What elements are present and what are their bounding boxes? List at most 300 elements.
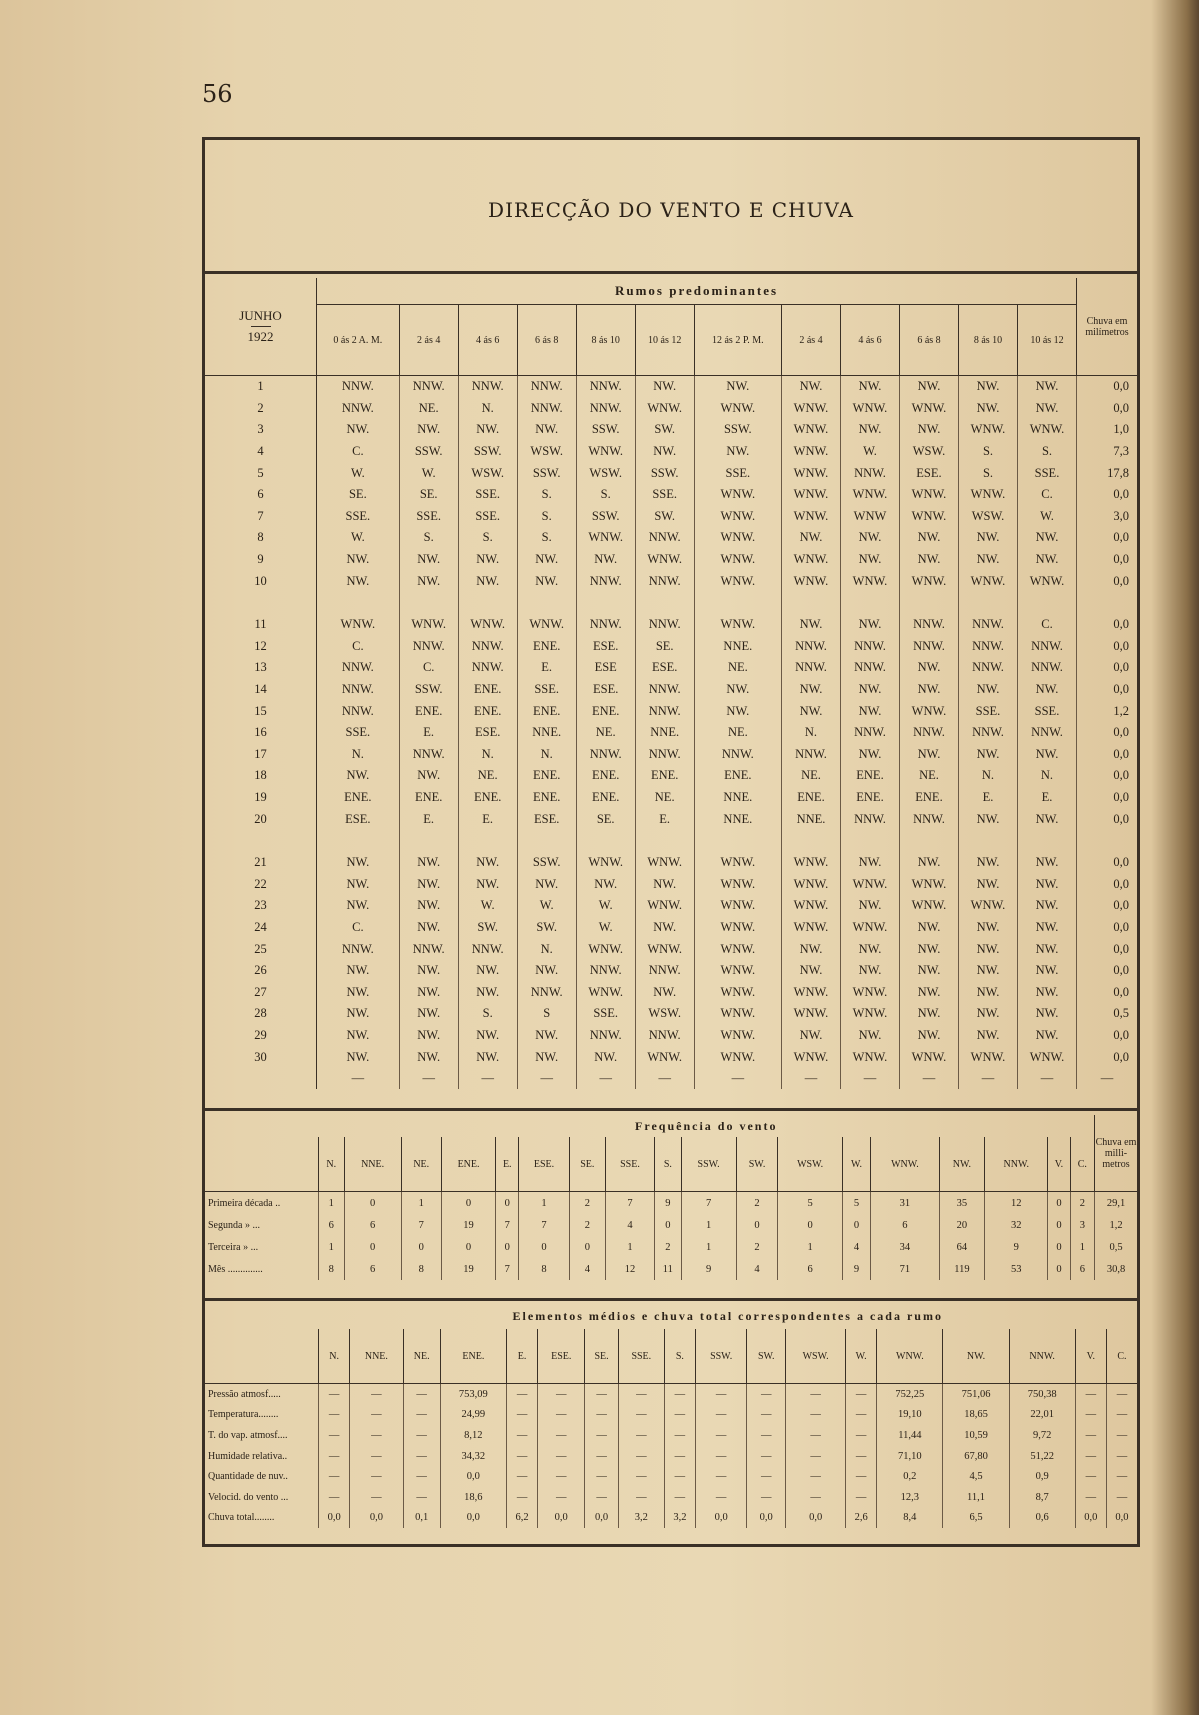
wind-cell: WNW. — [576, 981, 635, 1003]
wind-cell: NW. — [1017, 549, 1076, 571]
table-row — [205, 657, 1137, 679]
column-header: E. — [506, 1329, 537, 1384]
wind-cell: SE. — [399, 484, 458, 506]
wind-cell: NNW. — [317, 700, 400, 722]
wind-cell: NW. — [458, 549, 517, 571]
column-header: 2 ás 4 — [399, 305, 458, 376]
spacer-cell — [635, 830, 694, 852]
element-cell: — — [506, 1384, 537, 1405]
wind-cell: NNW. — [635, 570, 694, 592]
wind-cell: WNW. — [517, 614, 576, 636]
wind-cell: NW. — [840, 419, 899, 441]
wind-cell: SSW. — [399, 441, 458, 463]
wind-cell: WNW. — [317, 614, 400, 636]
wind-cell: WNW. — [694, 960, 781, 982]
element-cell: — — [350, 1384, 403, 1405]
element-cell: 18,6 — [440, 1487, 506, 1508]
column-header: 0 ás 2 A. M. — [317, 305, 400, 376]
frequency-cell: 1 — [681, 1214, 736, 1236]
wind-cell: S. — [576, 484, 635, 506]
element-cell: 752,25 — [877, 1384, 943, 1405]
element-cell: — — [506, 1425, 537, 1446]
wind-cell: WNW. — [781, 549, 840, 571]
wind-cell: NW. — [1017, 808, 1076, 830]
element-cell: — — [696, 1487, 747, 1508]
wind-cell: ENE. — [458, 787, 517, 809]
column-header: 8 ás 10 — [958, 305, 1017, 376]
rain-cell: 0,0 — [1077, 873, 1138, 895]
wind-cell: NW. — [958, 981, 1017, 1003]
wind-cell: S. — [458, 1003, 517, 1025]
dash-cell: — — [694, 1068, 781, 1090]
wind-cell: N. — [958, 765, 1017, 787]
wind-cell: WNW. — [781, 506, 840, 528]
day-cell: 24 — [205, 917, 317, 939]
rain-cell: 30,8 — [1095, 1258, 1138, 1280]
wind-cell: NNW. — [899, 808, 958, 830]
table-row — [205, 1214, 1137, 1236]
frequency-cell: 0 — [569, 1236, 605, 1258]
wind-cell: NE. — [399, 398, 458, 420]
element-cell: — — [538, 1466, 585, 1487]
element-cell: 18,65 — [943, 1405, 1009, 1426]
wind-cell: NW. — [1017, 981, 1076, 1003]
spacer-cell — [205, 592, 317, 614]
column-header: NNW. — [1009, 1329, 1075, 1384]
rain-cell: 0,0 — [1077, 614, 1138, 636]
wind-cell: NW. — [517, 419, 576, 441]
wind-cell: WNW. — [694, 1046, 781, 1068]
rain-cell: 29,1 — [1095, 1192, 1138, 1215]
day-cell: 16 — [205, 722, 317, 744]
element-cell: — — [1075, 1384, 1106, 1405]
wind-cell: NW. — [317, 1003, 400, 1025]
table-row — [205, 570, 1137, 592]
table-row — [205, 1446, 1137, 1467]
wind-cell: NNW. — [635, 960, 694, 982]
wind-cell: NW. — [1017, 527, 1076, 549]
spacer-cell — [958, 830, 1017, 852]
wind-cell: C. — [317, 636, 400, 658]
wind-cell: NW. — [1017, 1025, 1076, 1047]
element-cell: 0,0 — [350, 1508, 403, 1529]
wind-cell: WSW. — [517, 441, 576, 463]
wind-cell: W. — [317, 527, 400, 549]
wind-cell: NNW. — [694, 744, 781, 766]
wind-cell: NNW. — [576, 570, 635, 592]
wind-cell: SW. — [517, 917, 576, 939]
spacer-row — [205, 830, 1137, 852]
wind-cell: ENE. — [576, 700, 635, 722]
wind-cell: ENE. — [517, 765, 576, 787]
table-row — [205, 419, 1137, 441]
element-cell: — — [585, 1384, 619, 1405]
frequency-cell: 12 — [605, 1258, 654, 1280]
wind-cell: NW. — [958, 873, 1017, 895]
table-row — [205, 1258, 1137, 1280]
column-header: ENE. — [441, 1137, 496, 1192]
wind-cell: NW. — [1017, 744, 1076, 766]
wind-cell: NNW. — [317, 398, 400, 420]
wind-cell: NNE. — [694, 636, 781, 658]
wind-cell: NNW. — [635, 679, 694, 701]
element-cell: — — [506, 1405, 537, 1426]
wind-cell: S. — [517, 527, 576, 549]
wind-cell: NNW. — [517, 398, 576, 420]
month-header — [205, 278, 317, 376]
wind-cell: NW. — [635, 873, 694, 895]
spacer-cell — [317, 592, 400, 614]
wind-cell: NW. — [899, 744, 958, 766]
element-cell: — — [1075, 1425, 1106, 1446]
wind-cell: WNW. — [840, 1046, 899, 1068]
table-row — [205, 1508, 1137, 1529]
wind-cell: NW. — [399, 419, 458, 441]
element-cell: — — [538, 1446, 585, 1467]
wind-cell: WNW. — [899, 484, 958, 506]
wind-cell: WNW. — [840, 484, 899, 506]
wind-cell: NNW. — [840, 657, 899, 679]
rain-cell: 0,0 — [1077, 570, 1138, 592]
wind-cell: NNW. — [958, 722, 1017, 744]
wind-cell: W. — [1017, 506, 1076, 528]
wind-cell: WNW. — [694, 614, 781, 636]
spacer-cell — [458, 592, 517, 614]
column-header: W. — [846, 1329, 877, 1384]
frequency-cell: 2 — [569, 1214, 605, 1236]
column-header: SSW. — [681, 1137, 736, 1192]
column-header: SE. — [585, 1329, 619, 1384]
table-row — [205, 527, 1137, 549]
element-cell: — — [1106, 1487, 1137, 1508]
wind-cell: WNW. — [781, 570, 840, 592]
frequency-cell: 6 — [1070, 1258, 1094, 1280]
wind-cell: SE. — [317, 484, 400, 506]
wind-cell: WNW. — [899, 1046, 958, 1068]
table-row — [205, 1466, 1137, 1487]
element-cell: 11,44 — [877, 1425, 943, 1446]
element-cell: — — [696, 1405, 747, 1426]
wind-cell: SE. — [635, 636, 694, 658]
wind-cell: NNW. — [576, 1025, 635, 1047]
wind-cell: NW. — [1017, 679, 1076, 701]
wind-cell: WNW. — [635, 938, 694, 960]
element-cell: — — [747, 1446, 786, 1467]
wind-cell: NE. — [694, 722, 781, 744]
wind-cell: WNW. — [899, 895, 958, 917]
wind-cell: NNW. — [1017, 722, 1076, 744]
row-label: Quantidade de nuv.. — [208, 1471, 288, 1483]
element-cell: — — [538, 1425, 585, 1446]
frequency-cell: 0 — [441, 1192, 496, 1215]
wind-cell: NW. — [317, 549, 400, 571]
wind-cell: ENE. — [635, 765, 694, 787]
wind-cell: NNE. — [694, 808, 781, 830]
wind-cell: NNW. — [781, 636, 840, 658]
rain-cell: 1,2 — [1095, 1214, 1138, 1236]
wind-cell: SW. — [458, 917, 517, 939]
rain-cell: 0,0 — [1077, 657, 1138, 679]
wind-cell: NW. — [958, 744, 1017, 766]
wind-cell: SSE. — [694, 462, 781, 484]
wind-cell: NNW. — [958, 614, 1017, 636]
wind-cell: ENE. — [517, 636, 576, 658]
wind-cell: NW. — [958, 1003, 1017, 1025]
frequency-cell: 2 — [655, 1236, 681, 1258]
frequency-cell: 1 — [319, 1192, 345, 1215]
table-row — [205, 1192, 1137, 1215]
wind-cell: NNW. — [781, 657, 840, 679]
element-cell: — — [846, 1384, 877, 1405]
wind-cell: ESE — [576, 657, 635, 679]
wind-cell: S. — [958, 441, 1017, 463]
daily-wind-table — [205, 278, 1137, 1089]
element-cell: — — [846, 1425, 877, 1446]
row-label: T. do vap. atmosf.... — [208, 1429, 288, 1441]
wind-cell: SSE. — [517, 679, 576, 701]
wind-cell: NW. — [317, 873, 400, 895]
wind-cell: WNW. — [694, 484, 781, 506]
element-cell: 6,2 — [506, 1508, 537, 1529]
element-cell: 0,0 — [747, 1508, 786, 1529]
element-cell: — — [696, 1446, 747, 1467]
day-cell: 23 — [205, 895, 317, 917]
wind-cell: NNW. — [317, 938, 400, 960]
wind-cell: NW. — [1017, 895, 1076, 917]
wind-cell: NW. — [840, 527, 899, 549]
element-cell: — — [319, 1487, 350, 1508]
wind-cell: SSE. — [958, 700, 1017, 722]
element-cell: — — [403, 1384, 440, 1405]
wind-cell: NNW. — [517, 376, 576, 398]
frequency-table — [205, 1115, 1137, 1280]
wind-cell: S. — [1017, 441, 1076, 463]
rain-cell: 0,0 — [1077, 527, 1138, 549]
element-cell: — — [1106, 1466, 1137, 1487]
divider — [205, 271, 1137, 274]
element-cell: — — [585, 1466, 619, 1487]
element-cell: — — [618, 1405, 664, 1426]
wind-cell: WNW. — [694, 527, 781, 549]
frequency-cell: 0 — [1048, 1236, 1070, 1258]
wind-cell: WNW. — [781, 484, 840, 506]
frequency-cell: 1 — [519, 1192, 570, 1215]
wind-cell: WNW. — [781, 917, 840, 939]
wind-cell: NW. — [899, 657, 958, 679]
wind-cell: NW. — [458, 570, 517, 592]
frequency-cell: 7 — [496, 1258, 519, 1280]
rain-cell: 0,5 — [1095, 1236, 1138, 1258]
wind-cell: NW. — [399, 765, 458, 787]
row-label: Segunda » ... — [208, 1219, 260, 1231]
day-cell: 13 — [205, 657, 317, 679]
wind-cell: NW. — [1017, 852, 1076, 874]
element-cell: 0,0 — [585, 1508, 619, 1529]
column-header: V. — [1075, 1329, 1106, 1384]
frequency-cell: 7 — [519, 1214, 570, 1236]
wind-cell: WNW. — [781, 419, 840, 441]
element-cell: — — [786, 1425, 846, 1446]
wind-cell: NW. — [899, 852, 958, 874]
frequency-rain-header: Chuva em milli-metros — [1095, 1115, 1138, 1192]
table-row — [205, 549, 1137, 571]
day-cell: 20 — [205, 808, 317, 830]
element-cell: — — [747, 1384, 786, 1405]
day-cell: 9 — [205, 549, 317, 571]
divider — [205, 1298, 1137, 1301]
element-cell: — — [585, 1446, 619, 1467]
table-row — [205, 636, 1137, 658]
frequency-cell: 1 — [681, 1236, 736, 1258]
wind-cell: NW. — [635, 376, 694, 398]
frequency-cell: 3 — [1070, 1214, 1094, 1236]
wind-cell: C. — [1017, 614, 1076, 636]
rain-cell: 0,0 — [1077, 744, 1138, 766]
wind-cell: W. — [840, 441, 899, 463]
wind-cell: WNW. — [576, 527, 635, 549]
wind-cell: NW. — [317, 981, 400, 1003]
wind-cell: NNE. — [635, 722, 694, 744]
wind-cell: WNW. — [840, 917, 899, 939]
column-header: NNW. — [985, 1137, 1048, 1192]
rain-cell: 0,5 — [1077, 1003, 1138, 1025]
column-header: NE. — [401, 1137, 441, 1192]
element-cell: — — [506, 1487, 537, 1508]
wind-cell: NE. — [694, 657, 781, 679]
table-row — [205, 441, 1137, 463]
spacer-row — [205, 592, 1137, 614]
table-row — [205, 1405, 1137, 1426]
wind-cell: NW. — [517, 960, 576, 982]
wind-cell: NW. — [458, 419, 517, 441]
wind-cell: ENE. — [399, 700, 458, 722]
wind-cell: WNW. — [781, 441, 840, 463]
spacer-cell — [635, 592, 694, 614]
rain-header: Chuva em milímetros — [1077, 278, 1138, 376]
row-label: Terceira » ... — [208, 1241, 259, 1253]
element-cell: — — [618, 1487, 664, 1508]
element-cell: 10,59 — [943, 1425, 1009, 1446]
element-cell: 3,2 — [664, 1508, 695, 1529]
element-cell: 2,6 — [846, 1508, 877, 1529]
dash-cell: — — [576, 1068, 635, 1090]
element-cell: 0,0 — [319, 1508, 350, 1529]
wind-cell: NNE. — [694, 787, 781, 809]
wind-cell: NNW. — [458, 938, 517, 960]
frequency-cell: 0 — [778, 1214, 842, 1236]
frequency-cell: 2 — [736, 1236, 778, 1258]
wind-cell: NW. — [458, 960, 517, 982]
element-cell: 750,38 — [1009, 1384, 1075, 1405]
wind-cell: WNW. — [781, 873, 840, 895]
column-header: S. — [664, 1329, 695, 1384]
element-cell: 22,01 — [1009, 1405, 1075, 1426]
day-cell: 12 — [205, 636, 317, 658]
wind-cell: WSW. — [458, 462, 517, 484]
wind-cell: WNW. — [840, 398, 899, 420]
column-header: NW. — [939, 1137, 985, 1192]
blank-header — [205, 1303, 319, 1384]
element-cell: — — [846, 1487, 877, 1508]
frequency-cell: 0 — [496, 1192, 519, 1215]
element-cell: — — [747, 1487, 786, 1508]
column-header: NNE. — [344, 1137, 401, 1192]
wind-cell: WNW. — [781, 852, 840, 874]
frequency-cell: 5 — [842, 1192, 871, 1215]
blank-header — [205, 1115, 319, 1192]
dash-row — [205, 1068, 1137, 1090]
wind-cell: E. — [1017, 787, 1076, 809]
rain-cell: 0,0 — [1077, 484, 1138, 506]
element-cell: — — [538, 1384, 585, 1405]
row-label: Humidade relativa.. — [208, 1450, 288, 1462]
wind-cell: NNW. — [899, 614, 958, 636]
wind-cell: ESE. — [576, 679, 635, 701]
element-cell: — — [1106, 1446, 1137, 1467]
column-header: 4 ás 6 — [840, 305, 899, 376]
wind-cell: ESE. — [899, 462, 958, 484]
element-cell: 51,22 — [1009, 1446, 1075, 1467]
wind-cell: NW. — [840, 960, 899, 982]
table-row — [205, 1384, 1137, 1405]
rain-cell: 0,0 — [1077, 895, 1138, 917]
table-row — [205, 938, 1137, 960]
frequency-cell: 2 — [736, 1192, 778, 1215]
wind-cell: WNW. — [899, 700, 958, 722]
spacer-cell — [781, 592, 840, 614]
frequency-cell: 9 — [985, 1236, 1048, 1258]
wind-cell: ENE. — [517, 787, 576, 809]
group-header: Rumos predominantes — [317, 278, 1077, 305]
frequency-cell: 0 — [1048, 1214, 1070, 1236]
row-label: Temperatura........ — [208, 1409, 279, 1421]
wind-cell: NW. — [958, 852, 1017, 874]
wind-cell: NW. — [781, 700, 840, 722]
element-cell: 8,7 — [1009, 1487, 1075, 1508]
wind-cell: NW. — [576, 1046, 635, 1068]
element-cell: — — [538, 1405, 585, 1426]
wind-cell: NW. — [781, 960, 840, 982]
wind-cell: NNW. — [899, 636, 958, 658]
day-cell: 11 — [205, 614, 317, 636]
rain-cell: 7,3 — [1077, 441, 1138, 463]
frequency-cell: 32 — [985, 1214, 1048, 1236]
element-cell: — — [403, 1446, 440, 1467]
column-header: SSE. — [605, 1137, 654, 1192]
wind-cell: NW. — [781, 614, 840, 636]
element-cell: — — [319, 1446, 350, 1467]
wind-cell: NW. — [635, 917, 694, 939]
wind-cell: SSW. — [576, 506, 635, 528]
wind-cell: NW. — [781, 527, 840, 549]
element-cell: — — [319, 1466, 350, 1487]
element-cell: — — [618, 1466, 664, 1487]
wind-cell: NW. — [840, 679, 899, 701]
frequency-cell: 31 — [871, 1192, 939, 1215]
rain-cell: 0,0 — [1077, 722, 1138, 744]
spacer-cell — [458, 830, 517, 852]
wind-cell: WNW. — [694, 938, 781, 960]
table-row — [205, 765, 1137, 787]
wind-cell: WSW. — [899, 441, 958, 463]
element-cell: — — [846, 1446, 877, 1467]
frequency-cell: 6 — [344, 1258, 401, 1280]
wind-cell: NW. — [1017, 1003, 1076, 1025]
wind-cell: SSE. — [458, 484, 517, 506]
element-cell: 12,3 — [877, 1487, 943, 1508]
wind-cell: NNW. — [517, 981, 576, 1003]
row-label: Pressão atmosf..... — [208, 1388, 281, 1400]
